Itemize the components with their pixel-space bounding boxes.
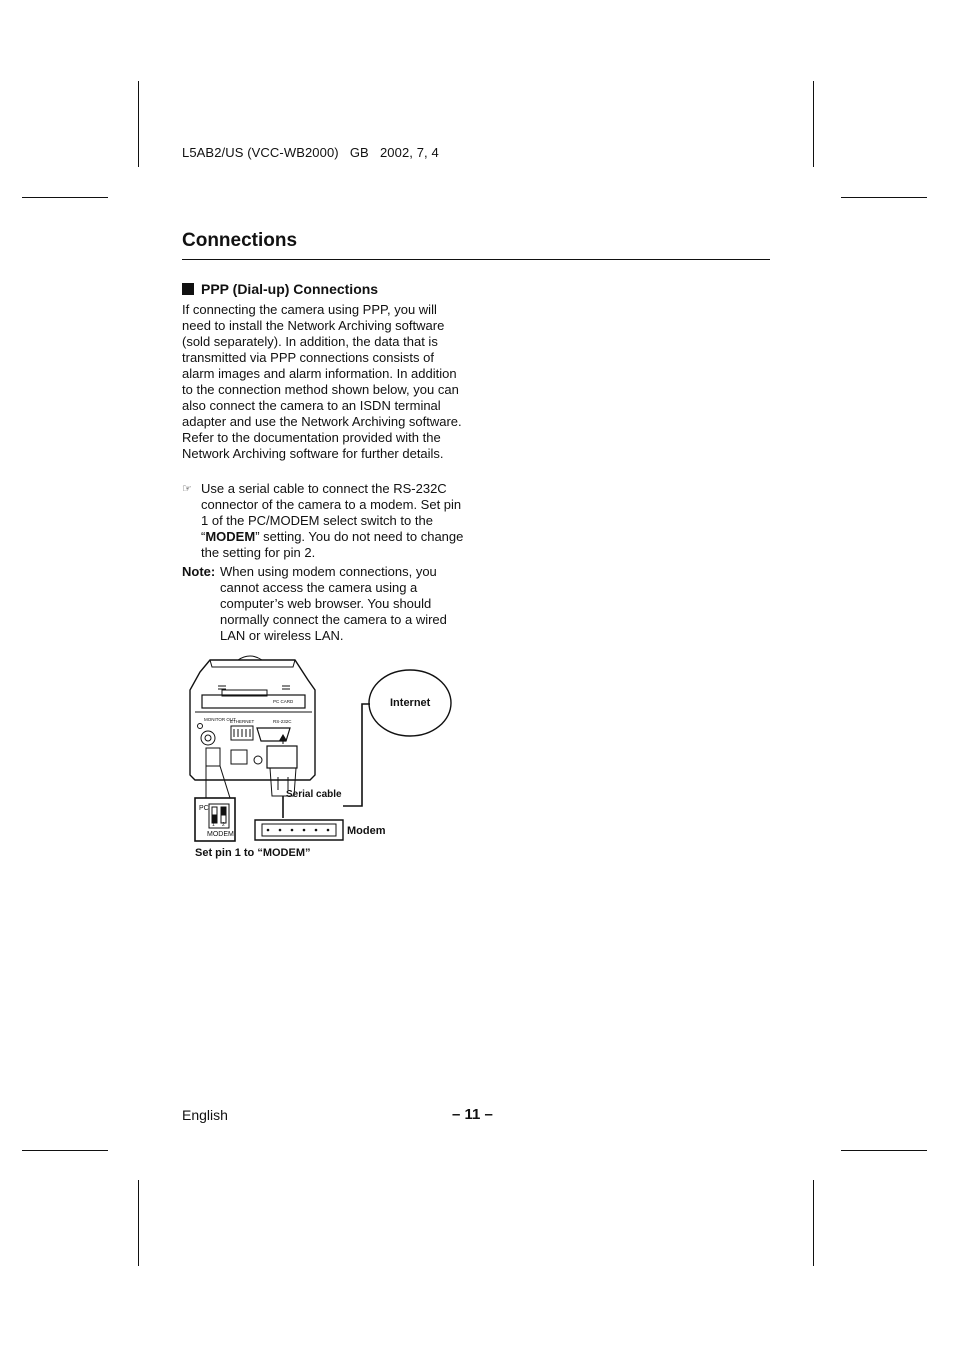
paragraph-text: If connecting the camera using PPP, you will need to install the Network Archiving software (sold separately). In addition, the data that is transmitted via PPP connections consists of alarm images and alarm information. In addition to the connection method shown below, you can also connect the camera to an ISDN terminal adapter and use the Network Archiving software. Refer to the documentation provided with the Network Archiving software for further details.: [182, 302, 462, 461]
modem-device: [255, 820, 343, 840]
switch-modem-label: MODEM: [207, 831, 234, 838]
note-label: Note:: [182, 564, 216, 579]
camera-pc-card-label: PC CARD: [273, 699, 294, 704]
serial-cable-label: Serial cable: [286, 789, 342, 800]
camera-rear-illustration: [190, 656, 315, 796]
switch-caption: Set pin 1 to “MODEM”: [195, 847, 311, 859]
switch-pin1-label: 1: [212, 822, 215, 828]
document-code: L5AB2/US (VCC-WB2000) GB 2002, 7, 4: [182, 145, 439, 160]
internet-label: Internet: [390, 697, 431, 709]
switch-pc-label: PC: [199, 805, 209, 812]
camera-rs232c-label: RS-232C: [273, 719, 292, 724]
switch-pin2-label: 2: [222, 822, 225, 828]
page-title: Connections: [182, 230, 298, 251]
modem-label: Modem: [347, 825, 386, 837]
camera-monitor-out-label: MONITOR OUT: [204, 717, 236, 722]
tip-text-start: Use a serial cable to connect the RS-232C connector of the camera to a modem. Set pin 1 of the PC/MODEM select switch to the “: [201, 481, 462, 544]
section-heading-text: PPP (Dial-up) Connections: [201, 281, 379, 297]
pointing-hand-icon: ☞: [182, 483, 192, 495]
camera-ethernet-label: ETHERNET: [230, 719, 255, 724]
page-number: – 11 –: [452, 1106, 493, 1123]
note-text: When using modem connections, you cannot access the camera using a computer’s web browser. You should normally connect the camera to a wired LAN or wireless LAN.: [220, 564, 447, 643]
phone-line: [343, 704, 370, 806]
footer-language: English: [182, 1107, 228, 1123]
tip-text-bold: MODEM: [205, 529, 256, 544]
dip-switch-zoom: [195, 766, 235, 841]
tip-text-end: ” setting. You do not need to change the setting for pin 2.: [201, 529, 464, 560]
